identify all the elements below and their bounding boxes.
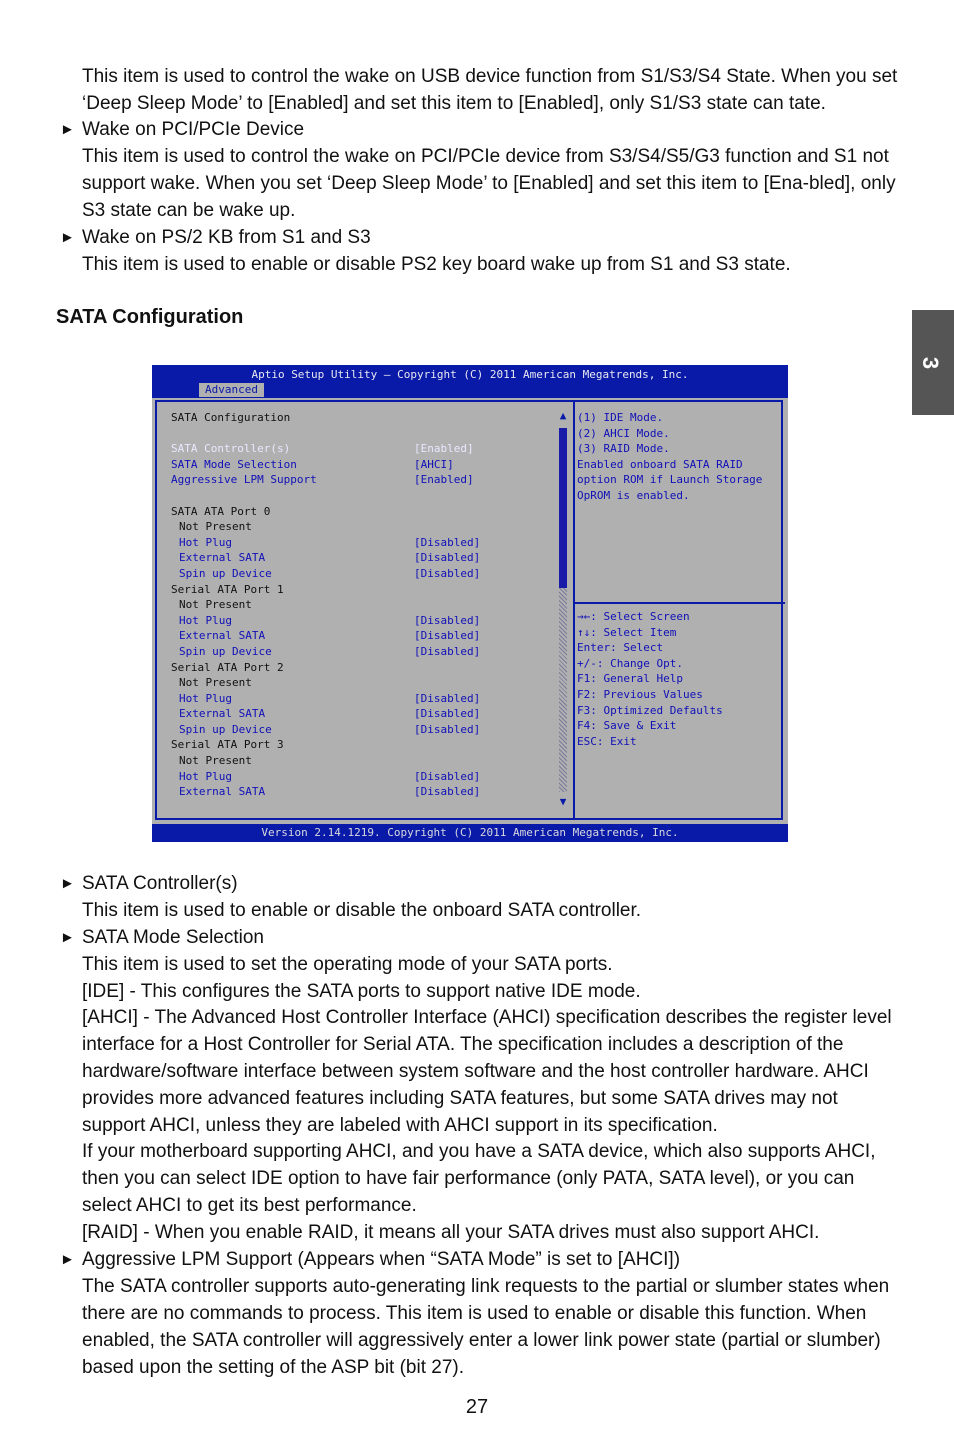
bios-menu-row[interactable] [171, 566, 551, 582]
bullet-aggressive-lpm [60, 1246, 680, 1273]
bios-menu-label: Aggressive LPM Support [171, 473, 317, 487]
help-key-line: ESC: Exit [577, 734, 637, 748]
bullet-arrow-icon: ► [60, 929, 75, 946]
help-keys [577, 609, 723, 749]
bios-menu [171, 410, 551, 800]
bios-menu-row [171, 737, 551, 753]
bios-menu-label: Not Present [179, 754, 252, 768]
help-key-line: F4: Save & Exit [577, 719, 677, 733]
bios-menu-value[interactable]: [Disabled] [414, 785, 481, 799]
bios-menu-label: External SATA [179, 629, 266, 643]
bios-menu-row [171, 426, 551, 442]
bios-menu-row [171, 675, 551, 691]
bios-menu-label: Not Present [179, 676, 252, 690]
bios-menu-label: Hot Plug [179, 769, 232, 783]
bios-menu-row [171, 597, 551, 613]
bios-menu-value[interactable]: [Disabled] [414, 769, 481, 783]
raid-description: [RAID] - When you enable RAID, it means all your SATA drives must also support AHCI. [82, 1222, 820, 1243]
scroll-down-arrow-icon[interactable]: ▼ [559, 795, 567, 808]
bullet-arrow-icon: ► [60, 875, 75, 892]
bios-menu-value[interactable]: [Disabled] [414, 644, 481, 658]
aggressive-lpm-description: The SATA controller supports auto-generating link requests to the partial or slumber states when there are no commands to process. This item is used to enable or disable this function. When enabled, the SATA controller will aggressively enter a lower link power state (partial or slumber) based upon the setting of the ASP bit (bit 27). [82, 1276, 890, 1378]
bios-menu-value[interactable]: [Disabled] [414, 722, 481, 736]
bios-menu-value[interactable]: [Disabled] [414, 691, 481, 705]
bios-menu-value[interactable]: [AHCI] [414, 457, 454, 471]
bios-main-panel [155, 400, 783, 820]
bios-menu-label: SATA ATA Port 0 [171, 504, 271, 518]
bios-menu-row [171, 660, 551, 676]
bullet-label: SATA Mode Selection [82, 927, 265, 948]
bullet-arrow-icon: ► [60, 229, 75, 246]
bios-menu-row[interactable] [171, 441, 551, 457]
bios-menu-row [171, 753, 551, 769]
help-key-line: ↑↓: Select Item [577, 625, 677, 639]
bullet-label: SATA Controller(s) [82, 873, 238, 894]
section-heading: SATA Configuration [56, 306, 244, 328]
help-separator [575, 602, 785, 604]
bullet-wake-ps2 [60, 224, 371, 251]
help-line: OpROM is enabled. [577, 488, 690, 502]
bullet-sata-mode [60, 924, 264, 951]
bios-menu-row[interactable] [171, 457, 551, 473]
bios-menu-row[interactable] [171, 784, 551, 800]
bios-menu-row[interactable] [171, 691, 551, 707]
bios-menu-row[interactable] [171, 722, 551, 738]
scroll-thumb[interactable] [559, 428, 567, 588]
bios-menu-label: SATA Mode Selection [171, 457, 297, 471]
chapter-number: 3 [918, 356, 944, 370]
bios-menu-value[interactable]: [Enabled] [414, 473, 474, 487]
help-line: (3) RAID Mode. [577, 442, 670, 456]
bios-menu-label: Serial ATA Port 3 [171, 738, 284, 752]
bios-menu-label: Serial ATA Port 2 [171, 660, 284, 674]
bios-menu-row[interactable] [171, 628, 551, 644]
help-key-line: +/-: Change Opt. [577, 656, 683, 670]
bullet-arrow-icon: ► [60, 1251, 75, 1268]
bios-menu-label: Serial ATA Port 1 [171, 582, 284, 596]
help-line: Enabled onboard SATA RAID [577, 457, 743, 471]
sata-mode-description: This item is used to set the operating mode of your SATA ports. [82, 954, 613, 975]
bullet-sata-controllers [60, 870, 238, 897]
bios-menu-label: Not Present [179, 598, 252, 612]
bios-title: Aptio Setup Utility – Copyright (C) 2011 American Megatrends, Inc. [251, 368, 689, 381]
bios-menu-row[interactable] [171, 613, 551, 629]
bullet-arrow-icon: ► [60, 121, 75, 138]
bios-menu-value[interactable]: [Disabled] [414, 707, 481, 721]
bullet-label: Aggressive LPM Support (Appears when “SATA Mode” is set to [AHCI]) [82, 1249, 681, 1270]
help-key-line: Enter: Select [577, 641, 664, 655]
ahci-recommendation: If your motherboard supporting AHCI, and you have a SATA device, which also supports AHCI, then you can select IDE option to have fair performance (only PATA, SATA level), or you can select AHCI to get its best performance. [82, 1141, 876, 1216]
bios-menu-row[interactable] [171, 550, 551, 566]
bios-menu-value[interactable]: [Disabled] [414, 566, 481, 580]
ide-description: [IDE] - This configures the SATA ports to support native IDE mode. [82, 981, 641, 1002]
bios-menu-row[interactable] [171, 535, 551, 551]
ahci-description: [AHCI] - The Advanced Host Controller Interface (AHCI) specification describes the register level interface for a Host Controller for Serial ATA. The specification includes a description of the hardware/software interface between system software and the host controller hardware. AHCI provides more advanced features including SATA features, but some SATA drives may not support AHCI, unless they are labeled with AHCI support in its specification. [82, 1007, 892, 1136]
bios-menu-row [171, 410, 551, 426]
bios-menu-row [171, 582, 551, 598]
bullet-label: Wake on PCI/PCIe Device [82, 119, 305, 140]
bios-menu-label: Spin up Device [179, 722, 272, 736]
help-line: option ROM if Launch Storage [577, 473, 763, 487]
page-number: 27 [465, 1396, 489, 1418]
panel-divider [573, 402, 575, 818]
bios-menu-row[interactable] [171, 769, 551, 785]
bios-menu-row[interactable] [171, 644, 551, 660]
sata-controllers-description: This item is used to enable or disable the onboard SATA controller. [82, 900, 642, 921]
bios-header [152, 365, 788, 398]
help-key-line: →←: Select Screen [577, 610, 690, 623]
usb-wake-description: This item is used to control the wake on USB device function from S1/S3/S4 State. When you set ‘Deep Sleep Mode’ to [Enabled] and set this item to [Enabled], only S1/S3 state can tate. [82, 66, 898, 114]
bios-menu-row [171, 519, 551, 535]
bios-menu-row [171, 488, 551, 504]
bios-menu-value[interactable]: [Disabled] [414, 629, 481, 643]
help-line: (1) IDE Mode. [577, 411, 664, 424]
bios-menu-value[interactable]: [Disabled] [414, 613, 481, 627]
bios-menu-label: Hot Plug [179, 535, 232, 549]
bios-menu-label: External SATA [179, 707, 266, 721]
bios-menu-label: SATA Controller(s) [171, 442, 291, 456]
bullet-label: Wake on PS/2 KB from S1 and S3 [82, 227, 371, 248]
pci-wake-description: This item is used to control the wake on PCI/PCIe device from S3/S4/S5/G3 function and S1 not support wake. When you set ‘Deep Sleep Mode’ to [Enabled] and set this item to [Ena-bled], only S3 state can be wake up. [82, 146, 896, 221]
bios-menu-row [171, 504, 551, 520]
help-description [577, 410, 762, 504]
bios-menu-label: External SATA [179, 785, 266, 799]
bios-menu-label: SATA Configuration [171, 411, 291, 424]
bios-menu-label: Not Present [179, 520, 252, 534]
tab-advanced[interactable]: Advanced [199, 383, 264, 397]
scroll-up-arrow-icon[interactable]: ▲ [559, 409, 567, 422]
bios-menu-row[interactable] [171, 472, 551, 488]
bios-screenshot [152, 365, 788, 842]
bios-menu-label: Spin up Device [179, 644, 272, 658]
bios-menu-label: Spin up Device [179, 566, 272, 580]
ps2-wake-description: This item is used to enable or disable PS2 key board wake up from S1 and S3 state. [82, 254, 791, 275]
help-line: (2) AHCI Mode. [577, 426, 670, 440]
bios-menu-label: Hot Plug [179, 691, 232, 705]
chapter-tab [912, 310, 954, 415]
scroll-track[interactable] [559, 588, 567, 792]
scrollbar[interactable] [557, 410, 569, 808]
bios-menu-label: Hot Plug [179, 613, 232, 627]
bios-footer [152, 824, 788, 842]
bios-menu-value[interactable]: [Enabled] [414, 442, 474, 456]
bios-version: Version 2.14.1219. Copyright (C) 2011 American Megatrends, Inc. [261, 826, 679, 839]
bios-menu-value[interactable]: [Disabled] [414, 551, 481, 565]
help-key-line: F3: Optimized Defaults [577, 703, 723, 717]
help-key-line: F1: General Help [577, 672, 683, 686]
help-key-line: F2: Previous Values [577, 687, 703, 701]
bios-menu-value[interactable]: [Disabled] [414, 535, 481, 549]
bios-menu-label: External SATA [179, 551, 266, 565]
bullet-wake-pci [60, 116, 304, 143]
bios-menu-row[interactable] [171, 706, 551, 722]
